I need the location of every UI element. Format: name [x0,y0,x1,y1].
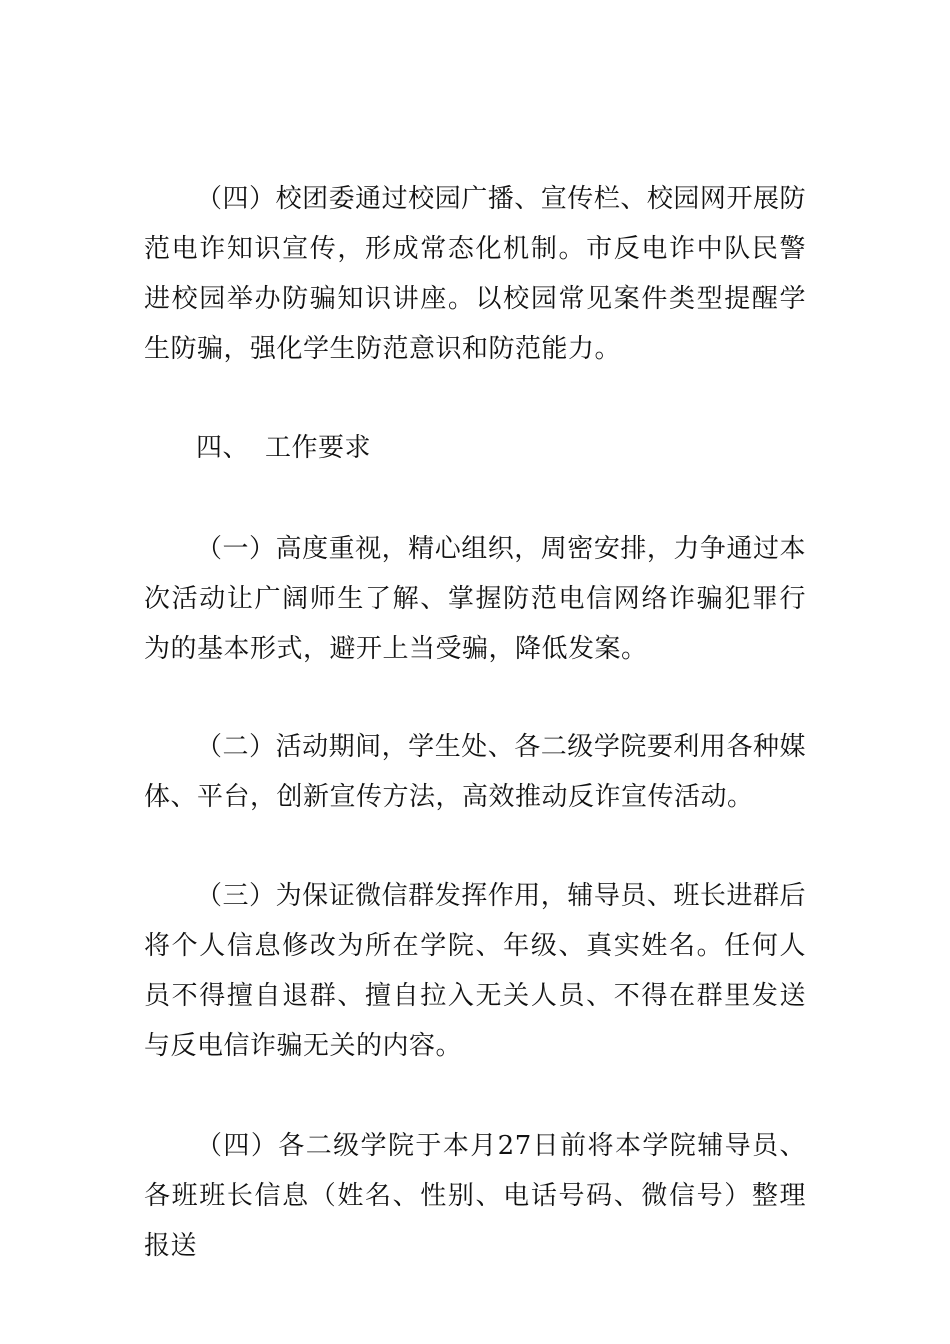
section-heading-title: 工作要求 [265,433,372,463]
paragraph-requirement-4: （四）各二级学院于本月27日前将本学院辅导员、各班班长信息（姓名、性别、电话号码、微信号）整理报送 [144,1131,806,1261]
section-heading [196,423,371,473]
section-heading-number: 四、 [196,433,250,463]
paragraph-campus-publicity: （四）校团委通过校园广播、宣传栏、校园网开展防范电诈知识宣传，形成常态化机制。市反电诈中队民警进校园举办防骗知识讲座。以校园常见案件类型提醒学生防骗，强化学生防范意识和防范能力。 [144,184,806,364]
paragraph-requirement-1: （一）高度重视，精心组织，周密安排，力争通过本次活动让广阔师生了解、掌握防范电信网络诈骗犯罪行为的基本形式，避开上当受骗，降低发案。 [144,534,806,664]
paragraph-requirement-3: （三）为保证微信群发挥作用，辅导员、班长进群后将个人信息修改为所在学院、年级、真实姓名。任何人员不得擅自退群、擅自拉入无关人员、不得在群里发送与反电信诈骗无关的内容。 [144,881,806,1061]
paragraph-requirement-2: （二）活动期间，学生处、各二级学院要利用各种媒体、平台，创新宣传方法，高效推动反诈宣传活动。 [144,732,806,812]
